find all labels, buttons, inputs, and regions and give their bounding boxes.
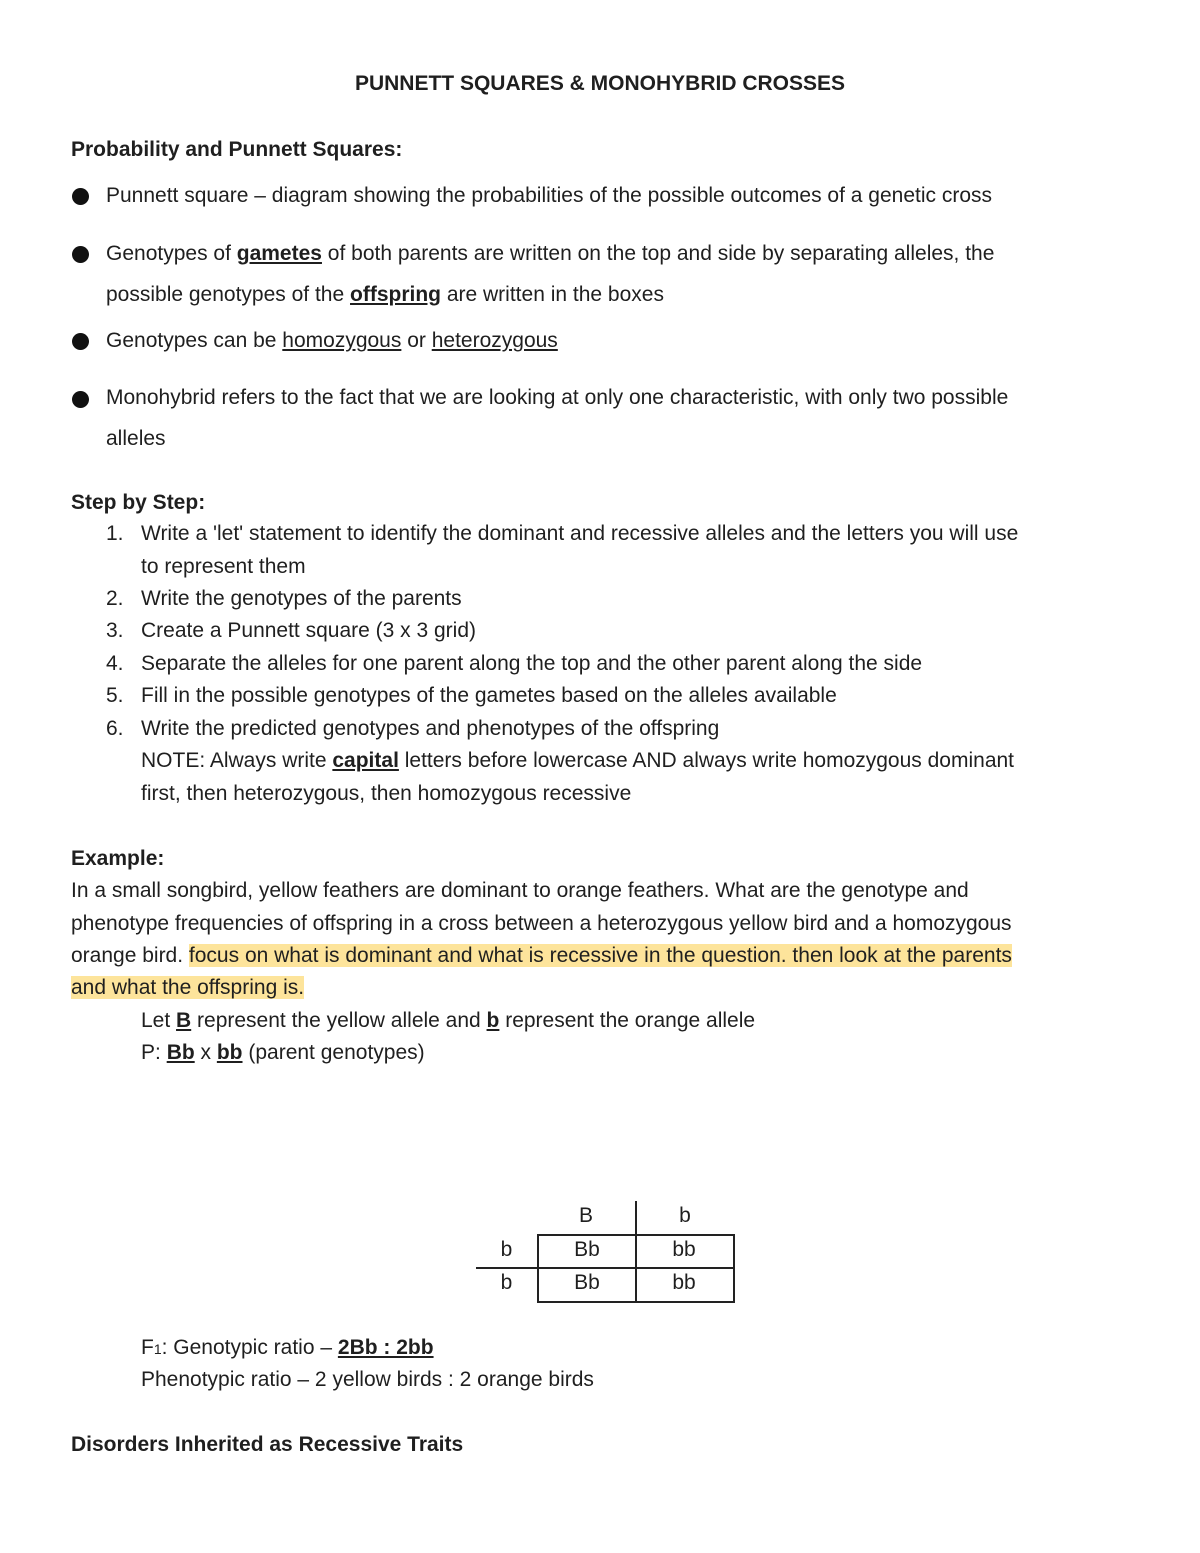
bullet-monohybrid: Monohybrid refers to the fact that we are looking at only one characteristic, with only two possible	[106, 386, 1009, 409]
text: P:	[141, 1041, 167, 1064]
section-heading-disorders: Disorders Inherited as Recessive Traits	[71, 1433, 464, 1456]
text: letters before lowercase AND always write homozygous dominant	[398, 749, 1015, 772]
text: (parent genotypes)	[242, 1041, 425, 1064]
bullet-genotypes-offspring	[106, 274, 664, 315]
text: represent the orange allele	[499, 1009, 756, 1032]
text: Genotypes can be	[106, 329, 283, 352]
keyword-gametes: gametes	[236, 242, 322, 265]
step-1: Write a 'let' statement to identify the dominant and recessive alleles and the letters you will use	[141, 522, 1019, 545]
bullet-punnett-square: Punnett square – diagram showing the probabilities of the possible outcomes of a genetic cross	[106, 184, 993, 207]
ratio-value: 2Bb : 2bb	[337, 1336, 434, 1359]
page-title: PUNNETT SQUARES & MONOHYBRID CROSSES	[354, 72, 846, 95]
genotype-Bb: Bb	[166, 1041, 195, 1064]
example-paragraph-line	[71, 940, 1012, 972]
offspring-cell: Bb	[574, 1271, 600, 1294]
section-heading-example: Example:	[71, 847, 165, 870]
offspring-cell: bb	[672, 1271, 696, 1294]
allele-B: B	[176, 1009, 192, 1032]
text: : Genotypic ratio –	[161, 1336, 338, 1359]
step-number: 5.	[106, 684, 124, 707]
phenotypic-ratio: Phenotypic ratio – 2 yellow birds : 2 orange birds	[141, 1368, 594, 1391]
let-statement	[141, 1005, 755, 1037]
step-number: 4.	[106, 652, 124, 675]
step-4: Separate the alleles for one parent along the top and the other parent along the side	[141, 652, 923, 675]
step-number: 6.	[106, 717, 124, 740]
offspring-cell: bb	[672, 1238, 696, 1261]
note-line-cont: first, then heterozygous, then homozygous recessive	[141, 782, 632, 805]
bullet-dot	[72, 188, 89, 205]
text: Let	[141, 1009, 177, 1032]
bullet-dot	[72, 246, 89, 263]
example-paragraph-line: phenotype frequencies of offspring in a cross between a heterozygous yellow bird and a homozygous	[71, 912, 1012, 935]
allele-b: b	[486, 1009, 500, 1032]
step-number: 2.	[106, 587, 124, 610]
highlighted-note: focus on what is dominant and what is recessive in the question. then look at the parents	[188, 944, 1012, 967]
keyword-heterozygous: heterozygous	[431, 329, 558, 352]
parent-genotypes	[141, 1037, 425, 1069]
example-paragraph-line: In a small songbird, yellow feathers are dominant to orange feathers. What are the genotype and	[71, 879, 969, 902]
subscript: 1	[153, 1341, 162, 1357]
text: possible genotypes of the	[106, 283, 351, 306]
step-number: 1.	[106, 522, 124, 545]
section-heading-step-by-step: Step by Step:	[71, 491, 206, 514]
text: of both parents are written on the top and side by separating alleles, the	[321, 242, 995, 265]
highlighted-note: and what the offspring is.	[71, 976, 305, 999]
bullet-dot	[72, 391, 89, 408]
keyword-capital: capital	[332, 749, 399, 772]
text: are written in the boxes	[441, 283, 664, 306]
keyword-homozygous: homozygous	[282, 329, 402, 352]
note-line	[141, 749, 1014, 773]
bullet-genotypes-gametes	[106, 233, 994, 274]
top-allele: b	[679, 1204, 691, 1227]
step-5: Fill in the possible genotypes of the gametes based on the alleles available	[141, 684, 837, 707]
offspring-cell: Bb	[574, 1238, 600, 1261]
step-6: Write the predicted genotypes and phenotypes of the offspring	[141, 717, 720, 740]
bullet-dot	[72, 333, 89, 350]
genotype-bb: bb	[216, 1041, 243, 1064]
top-allele: B	[578, 1204, 593, 1227]
section-heading-probability: Probability and Punnett Squares:	[71, 138, 403, 161]
text: Genotypes of	[106, 242, 237, 265]
step-number: 3.	[106, 619, 124, 642]
text: x	[194, 1041, 217, 1064]
bullet-monohybrid-cont: alleles	[106, 427, 166, 450]
text: orange bird.	[71, 944, 189, 967]
side-allele: b	[500, 1238, 513, 1261]
text: or	[401, 329, 432, 352]
side-allele: b	[500, 1271, 513, 1294]
example-paragraph-line	[71, 972, 304, 1004]
step-1-cont: to represent them	[141, 555, 306, 578]
text: F	[141, 1336, 154, 1359]
step-3: Create a Punnett square (3 x 3 grid)	[141, 619, 477, 642]
text: NOTE: Always write	[141, 749, 333, 772]
step-2: Write the genotypes of the parents	[141, 587, 462, 610]
keyword-offspring: offspring	[350, 283, 441, 306]
text: represent the yellow allele and	[191, 1009, 487, 1032]
bullet-homo-hetero	[106, 320, 558, 361]
genotypic-ratio	[141, 1332, 434, 1365]
